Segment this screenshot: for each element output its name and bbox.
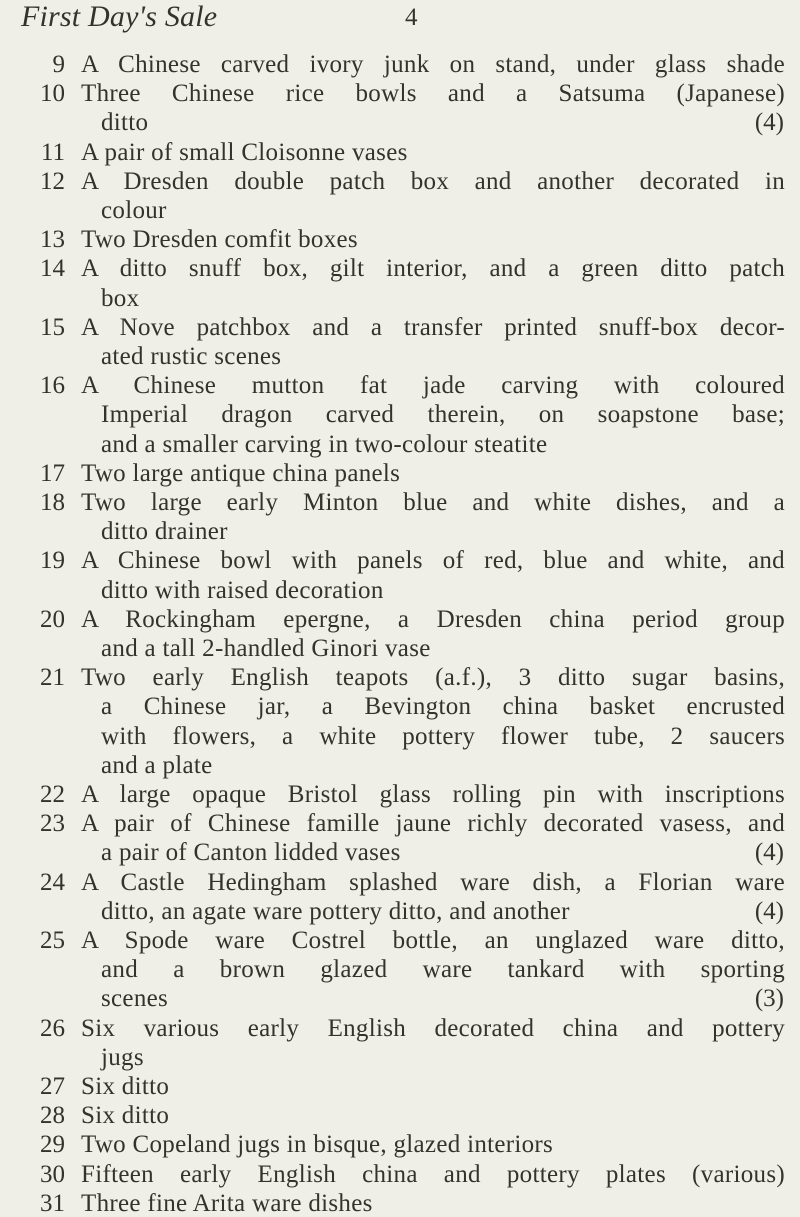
lot-number: 28 (40, 1102, 65, 1130)
lot-number: 29 (40, 1131, 65, 1159)
lot-number: 14 (40, 255, 65, 283)
lot-description-line: Six various early English decorated china and pottery (81, 1014, 785, 1042)
lot-description-line: box (101, 284, 140, 312)
lot-description-line: and a tall 2-handled Ginori vase (101, 634, 431, 662)
lot-description-line: Two large early Minton blue and white dishes, and a (81, 489, 785, 516)
lot-description-line: A Dresden double patch box and another decorated in (81, 167, 785, 195)
lot-description-line: ditto with raised decoration (101, 576, 384, 604)
lot-number: 15 (40, 313, 65, 341)
lot-number: 31 (40, 1189, 65, 1217)
lot-description-line: Imperial dragon carved therein, on soapstone base; (101, 401, 785, 429)
lot-description-line: scenes (101, 985, 169, 1013)
lot-number: 10 (40, 80, 65, 108)
lot-number: 26 (40, 1014, 65, 1042)
lot-quantity: (4) (754, 109, 784, 137)
lot-description-line: ditto, an agate ware pottery ditto, and another (101, 897, 570, 925)
lot-quantity: (4) (754, 839, 784, 867)
lot-description-line: ated rustic scenes (101, 342, 282, 370)
lot-description-line: A Spode ware Costrel bottle, an unglazed ware ditto, (81, 927, 785, 954)
lot-number: 23 (40, 810, 65, 838)
lot-number: 17 (40, 459, 65, 487)
lot-description-line: A large opaque Bristol glass rolling pin with inscriptions (81, 781, 785, 808)
lot-description-line: jugs (101, 1043, 144, 1071)
lot-description-line: and a smaller carving in two-colour steatite (101, 430, 548, 458)
lot-description-line: Two large antique china panels (81, 459, 401, 487)
lot-description-line: A Chinese bowl with panels of red, blue and white, and (81, 547, 785, 575)
lot-quantity: (4) (754, 897, 784, 925)
lot-description-line: A Chinese carved ivory junk on stand, under glass shade (81, 51, 785, 78)
lot-description-line: A Nove patchbox and a transfer printed snuff-box decor- (81, 313, 785, 341)
lot-description-line: A Rockingham epergne, a Dresden china period group (81, 605, 785, 633)
lot-number: 22 (40, 781, 65, 808)
lot-quantity: (3) (754, 985, 784, 1013)
lot-description-line: with flowers, a white pottery flower tube, 2 saucers (101, 722, 785, 750)
lot-number: 13 (40, 226, 65, 254)
lot-description-line: and a brown glazed ware tankard with sporting (101, 956, 785, 984)
lot-description-line: Six ditto (81, 1073, 170, 1100)
lot-description-line: ditto (101, 109, 149, 137)
lot-description-line: Two early English teapots (a.f.), 3 ditto sugar basins, (81, 664, 785, 692)
lot-description-line: a Chinese jar, a Bevington china basket encrusted (101, 693, 785, 721)
lot-number: 9 (52, 51, 65, 78)
lot-number: 25 (40, 927, 65, 954)
page-number: 4 (405, 4, 418, 31)
lot-description-line: Six ditto (81, 1102, 170, 1130)
lot-description-line: colour (101, 196, 167, 224)
lot-description-line: ditto drainer (101, 518, 228, 546)
lot-number: 19 (40, 547, 65, 575)
lot-number: 20 (40, 605, 65, 633)
lot-number: 11 (40, 138, 65, 166)
lot-description-line: Two Dresden comfit boxes (81, 226, 358, 254)
lot-description-line: Three Chinese rice bowls and a Satsuma (Japanese) (81, 80, 785, 108)
lot-number: 18 (40, 489, 65, 516)
lot-description-line: a pair of Canton lidded vases (101, 839, 401, 867)
lot-description-line: and a plate (101, 751, 213, 779)
lot-number: 16 (40, 372, 65, 400)
lot-number: 21 (40, 664, 65, 692)
lot-number: 24 (40, 868, 65, 896)
sale-title: First Day's Sale (21, 0, 218, 33)
lot-description-line: Fifteen early English china and pottery plates (various) (81, 1160, 785, 1188)
lot-number: 27 (40, 1073, 65, 1100)
lot-description-line: A ditto snuff box, gilt interior, and a green ditto patch (81, 255, 785, 283)
lot-description-line: Two Copeland jugs in bisque, glazed interiors (81, 1131, 554, 1159)
lot-description-line: A Chinese mutton fat jade carving with coloured (81, 372, 785, 400)
lot-description-line: A Castle Hedingham splashed ware dish, a Florian ware (81, 868, 785, 896)
lot-description-line: A pair of small Cloisonne vases (81, 138, 408, 166)
lot-description-line: A pair of Chinese famille jaune richly decorated vasess, and (81, 810, 785, 838)
lot-description-line: Three fine Arita ware dishes (81, 1189, 373, 1217)
lot-number: 30 (40, 1160, 65, 1188)
lot-number: 12 (40, 167, 65, 195)
